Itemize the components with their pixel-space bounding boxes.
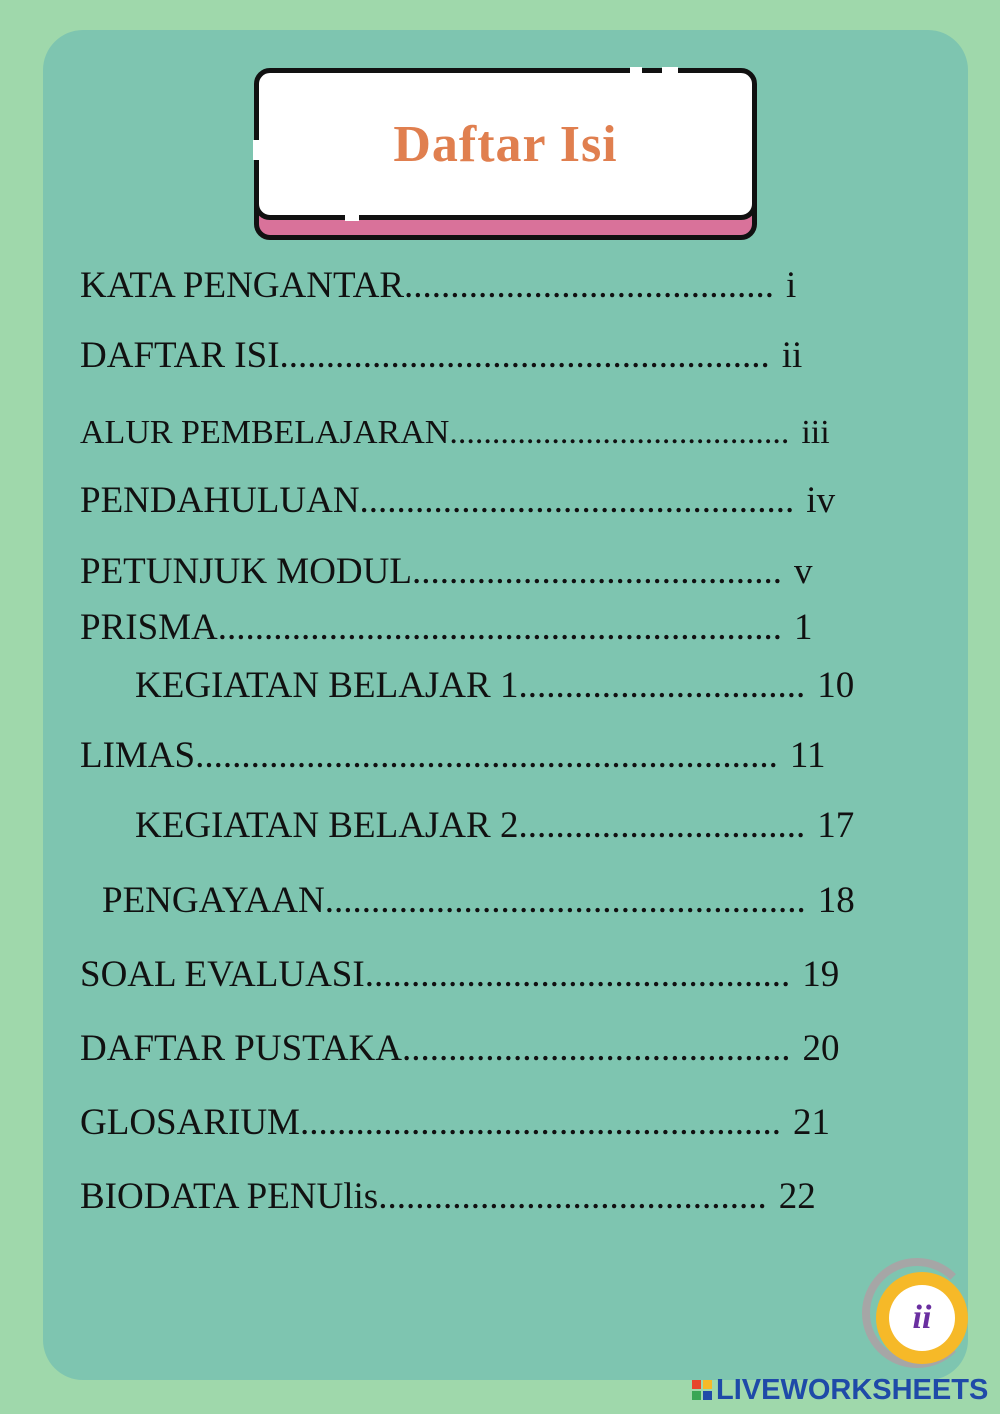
toc-entry[interactable] <box>80 260 950 310</box>
brand-name: LIVEWORKSHEETS <box>716 1373 989 1406</box>
toc-entry[interactable] <box>102 875 962 925</box>
toc-subentry[interactable] <box>135 660 935 710</box>
toc-entry[interactable] <box>80 330 950 380</box>
toc-entry-label: DAFTAR ISI <box>80 334 280 376</box>
toc-page-number: 21 <box>792 1101 830 1143</box>
toc-leader-dots: ........................................ <box>411 550 782 592</box>
toc-page-number: ii <box>781 334 803 376</box>
title-border-gap <box>253 140 260 160</box>
toc-entry[interactable] <box>80 1171 950 1221</box>
toc-subentry[interactable] <box>135 800 935 850</box>
toc-leader-dots: ............................................... <box>359 479 795 521</box>
toc-entry[interactable] <box>80 1097 950 1147</box>
toc-entry-label: PENDAHULUAN <box>80 479 360 521</box>
toc-leader-dots: .................................................... <box>299 1101 781 1143</box>
toc-entry-label: PRISMA <box>80 606 218 648</box>
toc-page-number: 17 <box>817 804 855 846</box>
toc-leader-dots: ........................................ <box>404 264 775 306</box>
toc-entry-label: KEGIATAN BELAJAR 1 <box>135 664 519 706</box>
title-border-gap <box>345 214 359 221</box>
toc-leader-dots: ........................................ <box>449 414 790 451</box>
toc-leader-dots: .......................................... <box>401 1027 791 1069</box>
toc-entry-label: LIMAS <box>80 734 196 776</box>
liveworksheets-badge-icon[interactable] <box>876 1272 968 1364</box>
toc-leader-dots: .............................................. <box>364 953 791 995</box>
toc-leader-dots: ..................................................... <box>279 334 770 376</box>
toc-page-number: iv <box>806 479 836 521</box>
toc-page-number: 19 <box>802 953 840 995</box>
toc-leader-dots: ............................... <box>518 664 806 706</box>
toc-entry-label: ALUR PEMBELAJARAN <box>80 414 450 451</box>
toc-leader-dots: .................................................... <box>324 879 806 921</box>
toc-entry-label: SOAL EVALUASI <box>80 953 365 995</box>
toc-page-number: i <box>786 264 797 306</box>
toc-entry-label: PENGAYAAN <box>102 879 325 921</box>
brand-blocks-icon <box>692 1380 712 1400</box>
toc-entry[interactable] <box>80 602 950 652</box>
toc-entry-label: GLOSARIUM <box>80 1101 300 1143</box>
toc-page-number: 18 <box>817 879 855 921</box>
toc-leader-dots: ............................................................... <box>195 734 778 776</box>
toc-page-number: 22 <box>778 1175 816 1217</box>
toc-page-number: v <box>793 550 813 592</box>
toc-page-number: iii <box>801 414 830 451</box>
toc-entry[interactable] <box>80 475 950 525</box>
toc-entry-label: KEGIATAN BELAJAR 2 <box>135 804 519 846</box>
toc-leader-dots: ............................... <box>518 804 806 846</box>
toc-entry[interactable] <box>80 949 950 999</box>
toc-entry[interactable] <box>80 1023 950 1073</box>
title-border-gap <box>662 67 678 74</box>
toc-entry[interactable] <box>80 408 950 458</box>
toc-page-number: 10 <box>817 664 855 706</box>
brand-logo[interactable] <box>692 1373 988 1407</box>
badge-label: ii <box>889 1285 955 1351</box>
title-box <box>254 68 757 220</box>
toc-entry-label: BIODATA PENUlis <box>80 1175 379 1217</box>
toc-entry[interactable] <box>80 730 950 780</box>
title-border-gap <box>630 67 642 74</box>
toc-page-number: 20 <box>802 1027 840 1069</box>
toc-entry[interactable] <box>80 546 950 596</box>
toc-page-number: 1 <box>794 606 813 648</box>
toc-entry-label: DAFTAR PUSTAKA <box>80 1027 402 1069</box>
toc-entry-label: KATA PENGANTAR <box>80 264 405 306</box>
toc-leader-dots: .......................................... <box>378 1175 767 1217</box>
toc-entry-label: PETUNJUK MODUL <box>80 550 412 592</box>
toc-page-number: 11 <box>789 734 826 776</box>
toc-leader-dots: ............................................................. <box>217 606 783 648</box>
page-title: Daftar Isi <box>393 115 618 173</box>
